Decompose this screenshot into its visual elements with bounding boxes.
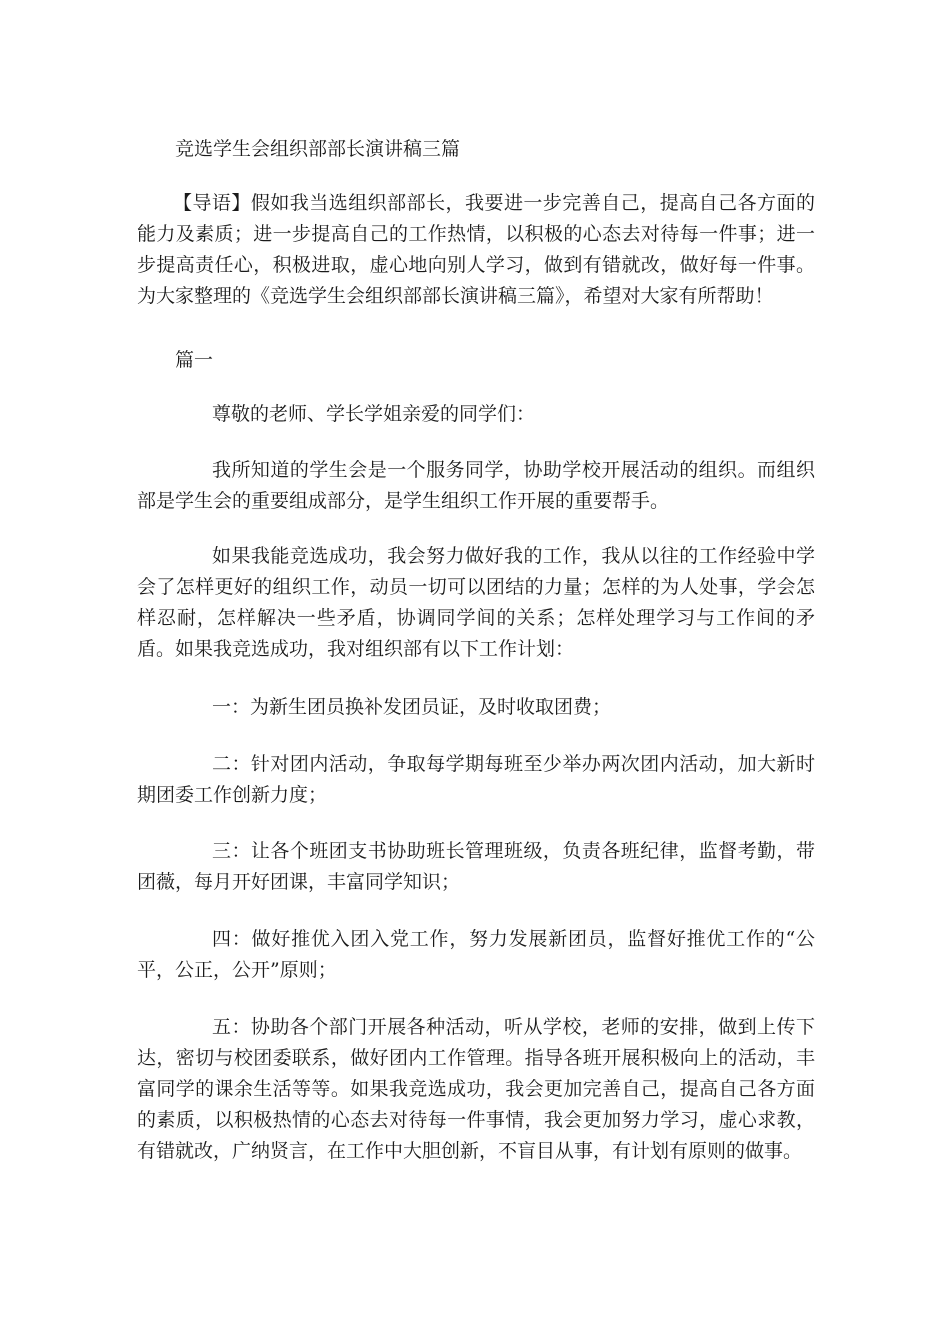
plan-item: 四：做好推优入团入党工作，努力发展新团员，监督好推优工作的“公平，公正，公开”原则； <box>137 928 815 981</box>
greeting-paragraph: 尊敬的老师、学长学姐亲爱的同学们： <box>212 403 536 425</box>
plan-item: 二：针对团内活动，争取每学期每班至少举办两次团内活动，加大新时期团委工作创新力度； <box>137 753 815 806</box>
plan-item: 三：让各个班团支书协助班长管理班级，负责各班纪律，监督考勤，带团薇，每月开好团课，丰富同学知识； <box>137 840 815 893</box>
intro-paragraph: 【导语】假如我当选组织部部长，我要进一步完善自己，提高自己各方面的能力及素质；进一步提高自己的工作热情，以积极的心态去对待每一件事；进一步提高责任心，积极进取，虚心地向别人学习，做到有错就改，做好每一件事。为大家整理的《竞选学生会组织部部长演讲稿三篇》，希望对大家有所帮助！ <box>137 192 815 307</box>
plan-item: 一：为新生团员换补发团员证，及时收取团费； <box>212 696 612 718</box>
section-heading: 篇一 <box>175 349 214 371</box>
document-title: 竞选学生会组织部部长演讲稿三篇 <box>175 138 461 160</box>
body-paragraph: 如果我能竞选成功，我会努力做好我的工作，我从以往的工作经验中学会了怎样更好的组织工作，动员一切可以团结的力量；怎样的为人处事，学会怎样忍耐，怎样解决一些矛盾，协调同学间的关系；怎样处理学习与工作间的矛盾。如果我竞选成功，我对组织部有以下工作计划： <box>137 545 815 660</box>
body-paragraph: 我所知道的学生会是一个服务同学，协助学校开展活动的组织。而组织部是学生会的重要组成部分，是学生组织工作开展的重要帮手。 <box>137 459 815 512</box>
plan-item: 五：协助各个部门开展各种活动，听从学校，老师的安排，做到上传下达，密切与校团委联系，做好团内工作管理。指导各班开展积极向上的活动，丰富同学的课余生活等等。如果我竞选成功，我会更加完善自己，提高自己各方面的素质，以积极热情的心态去对待每一件事情，我会更加努力学习，虚心求教，有错就改，广纳贤言，在工作中大胆创新，不盲目从事，有计划有原则的做事。 <box>137 1016 815 1162</box>
